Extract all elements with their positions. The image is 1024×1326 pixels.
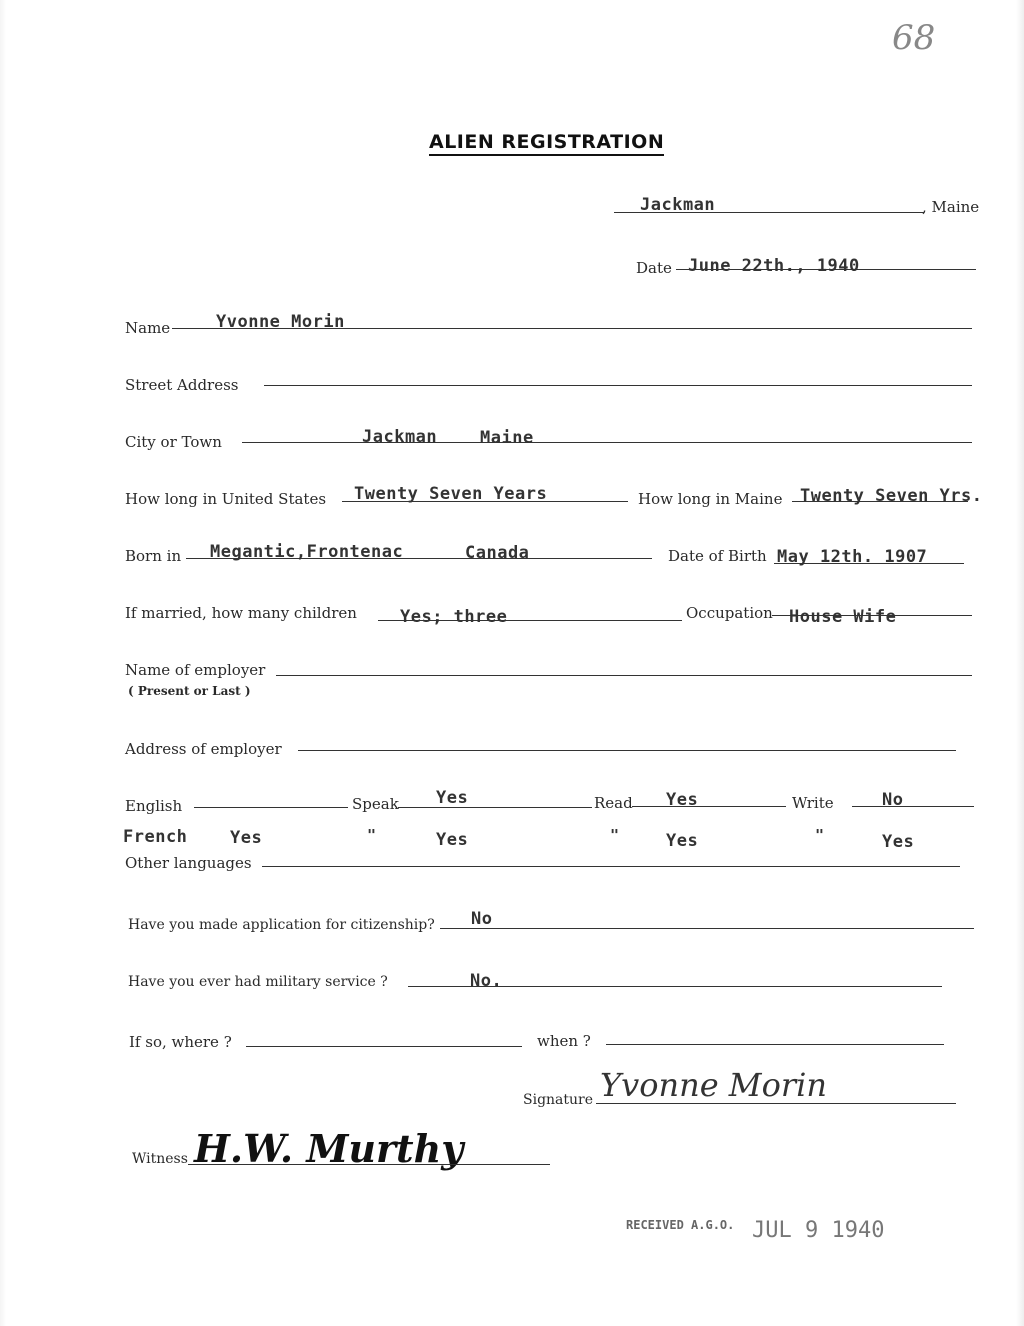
signature-label: Signature [523,1092,594,1108]
where-label: If so, where ? [129,1033,232,1051]
town-line [614,212,924,213]
dob-line [774,563,964,564]
date-line [676,269,976,270]
city-line [242,442,972,443]
date-label: Date [636,259,672,277]
corner-note: 68 [892,18,936,58]
name-line [172,328,972,329]
french-ditto-write: " [815,826,825,844]
how-long-maine-value: Twenty Seven Yrs. [800,486,983,506]
french-label: French [123,827,188,847]
other-languages-label: Other languages [125,854,252,872]
english-write-value: No [882,790,904,810]
military-value: No. [470,971,503,991]
state-label: , Maine [922,198,980,216]
speak-label: Speak [352,795,399,813]
how-long-maine-line [792,501,968,502]
how-long-us-value: Twenty Seven Years [354,484,548,504]
born-place-value: Megantic,Frontenac [210,542,404,562]
how-long-us-label: How long in United States [125,490,327,508]
received-date: JUL 9 1940 [752,1218,885,1243]
occupation-line [772,615,972,616]
received-stamp: RECEIVED A.G.O. [626,1218,735,1232]
town-value: Jackman [640,195,716,215]
when-label: when ? [537,1032,591,1050]
french-write-value: Yes [882,832,915,852]
citizenship-value: No [471,909,493,929]
date-value: June 22th., 1940 [688,256,860,276]
witness-line [188,1164,550,1165]
military-line [408,986,942,987]
french-read-value: Yes [666,831,699,851]
signature-value: Yvonne Morin [600,1066,827,1104]
write-label: Write [792,794,834,812]
read-label: Read [594,794,633,812]
children-label: If married, how many children [125,604,357,622]
french-ditto-speak: " [367,826,377,844]
children-line [378,620,682,621]
french-ditto-read: " [610,826,620,844]
how-long-maine-label: How long in Maine [638,490,783,508]
form-title: ALIEN REGISTRATION [429,131,664,156]
english-read-value: Yes [666,790,699,810]
witness-label: Witness [132,1151,188,1167]
french-value: Yes [230,828,263,848]
military-label: Have you ever had military service ? [128,974,388,990]
citizenship-line [440,928,974,929]
french-speak-value: Yes [436,830,469,850]
employer-address-label: Address of employer [125,740,282,758]
english-line [194,807,348,808]
english-label: English [125,797,183,815]
employer-line [276,675,972,676]
occupation-label: Occupation [686,604,773,622]
city-value: Jackman [362,427,438,447]
employer-label: Name of employer [125,661,266,679]
name-label: Name [125,319,171,337]
write-line [852,806,974,807]
citizenship-label: Have you made application for citizenship? [128,917,435,933]
employer-sublabel: ( Present or Last ) [128,684,251,698]
dob-value: May 12th. 1907 [777,547,928,567]
how-long-us-line [342,501,628,502]
other-languages-line [262,866,960,867]
born-line [186,558,652,559]
employer-address-line [298,750,956,751]
children-value: Yes; three [400,607,508,627]
born-country-value: Canada [465,543,530,563]
born-label: Born in [125,547,182,565]
street-label: Street Address [125,376,239,394]
signature-line [596,1103,956,1104]
witness-signature: H.W. Murthy [194,1126,464,1171]
name-value: Yvonne Morin [216,312,345,332]
occupation-value: House Wife [789,607,897,627]
speak-line [398,807,592,808]
where-line [246,1046,522,1047]
when-line [606,1044,944,1045]
english-speak-value: Yes [436,788,469,808]
street-line [264,385,972,386]
read-line [632,806,786,807]
city-label: City or Town [125,433,222,451]
city-state-value: Maine [480,428,534,448]
dob-label: Date of Birth [668,547,767,565]
